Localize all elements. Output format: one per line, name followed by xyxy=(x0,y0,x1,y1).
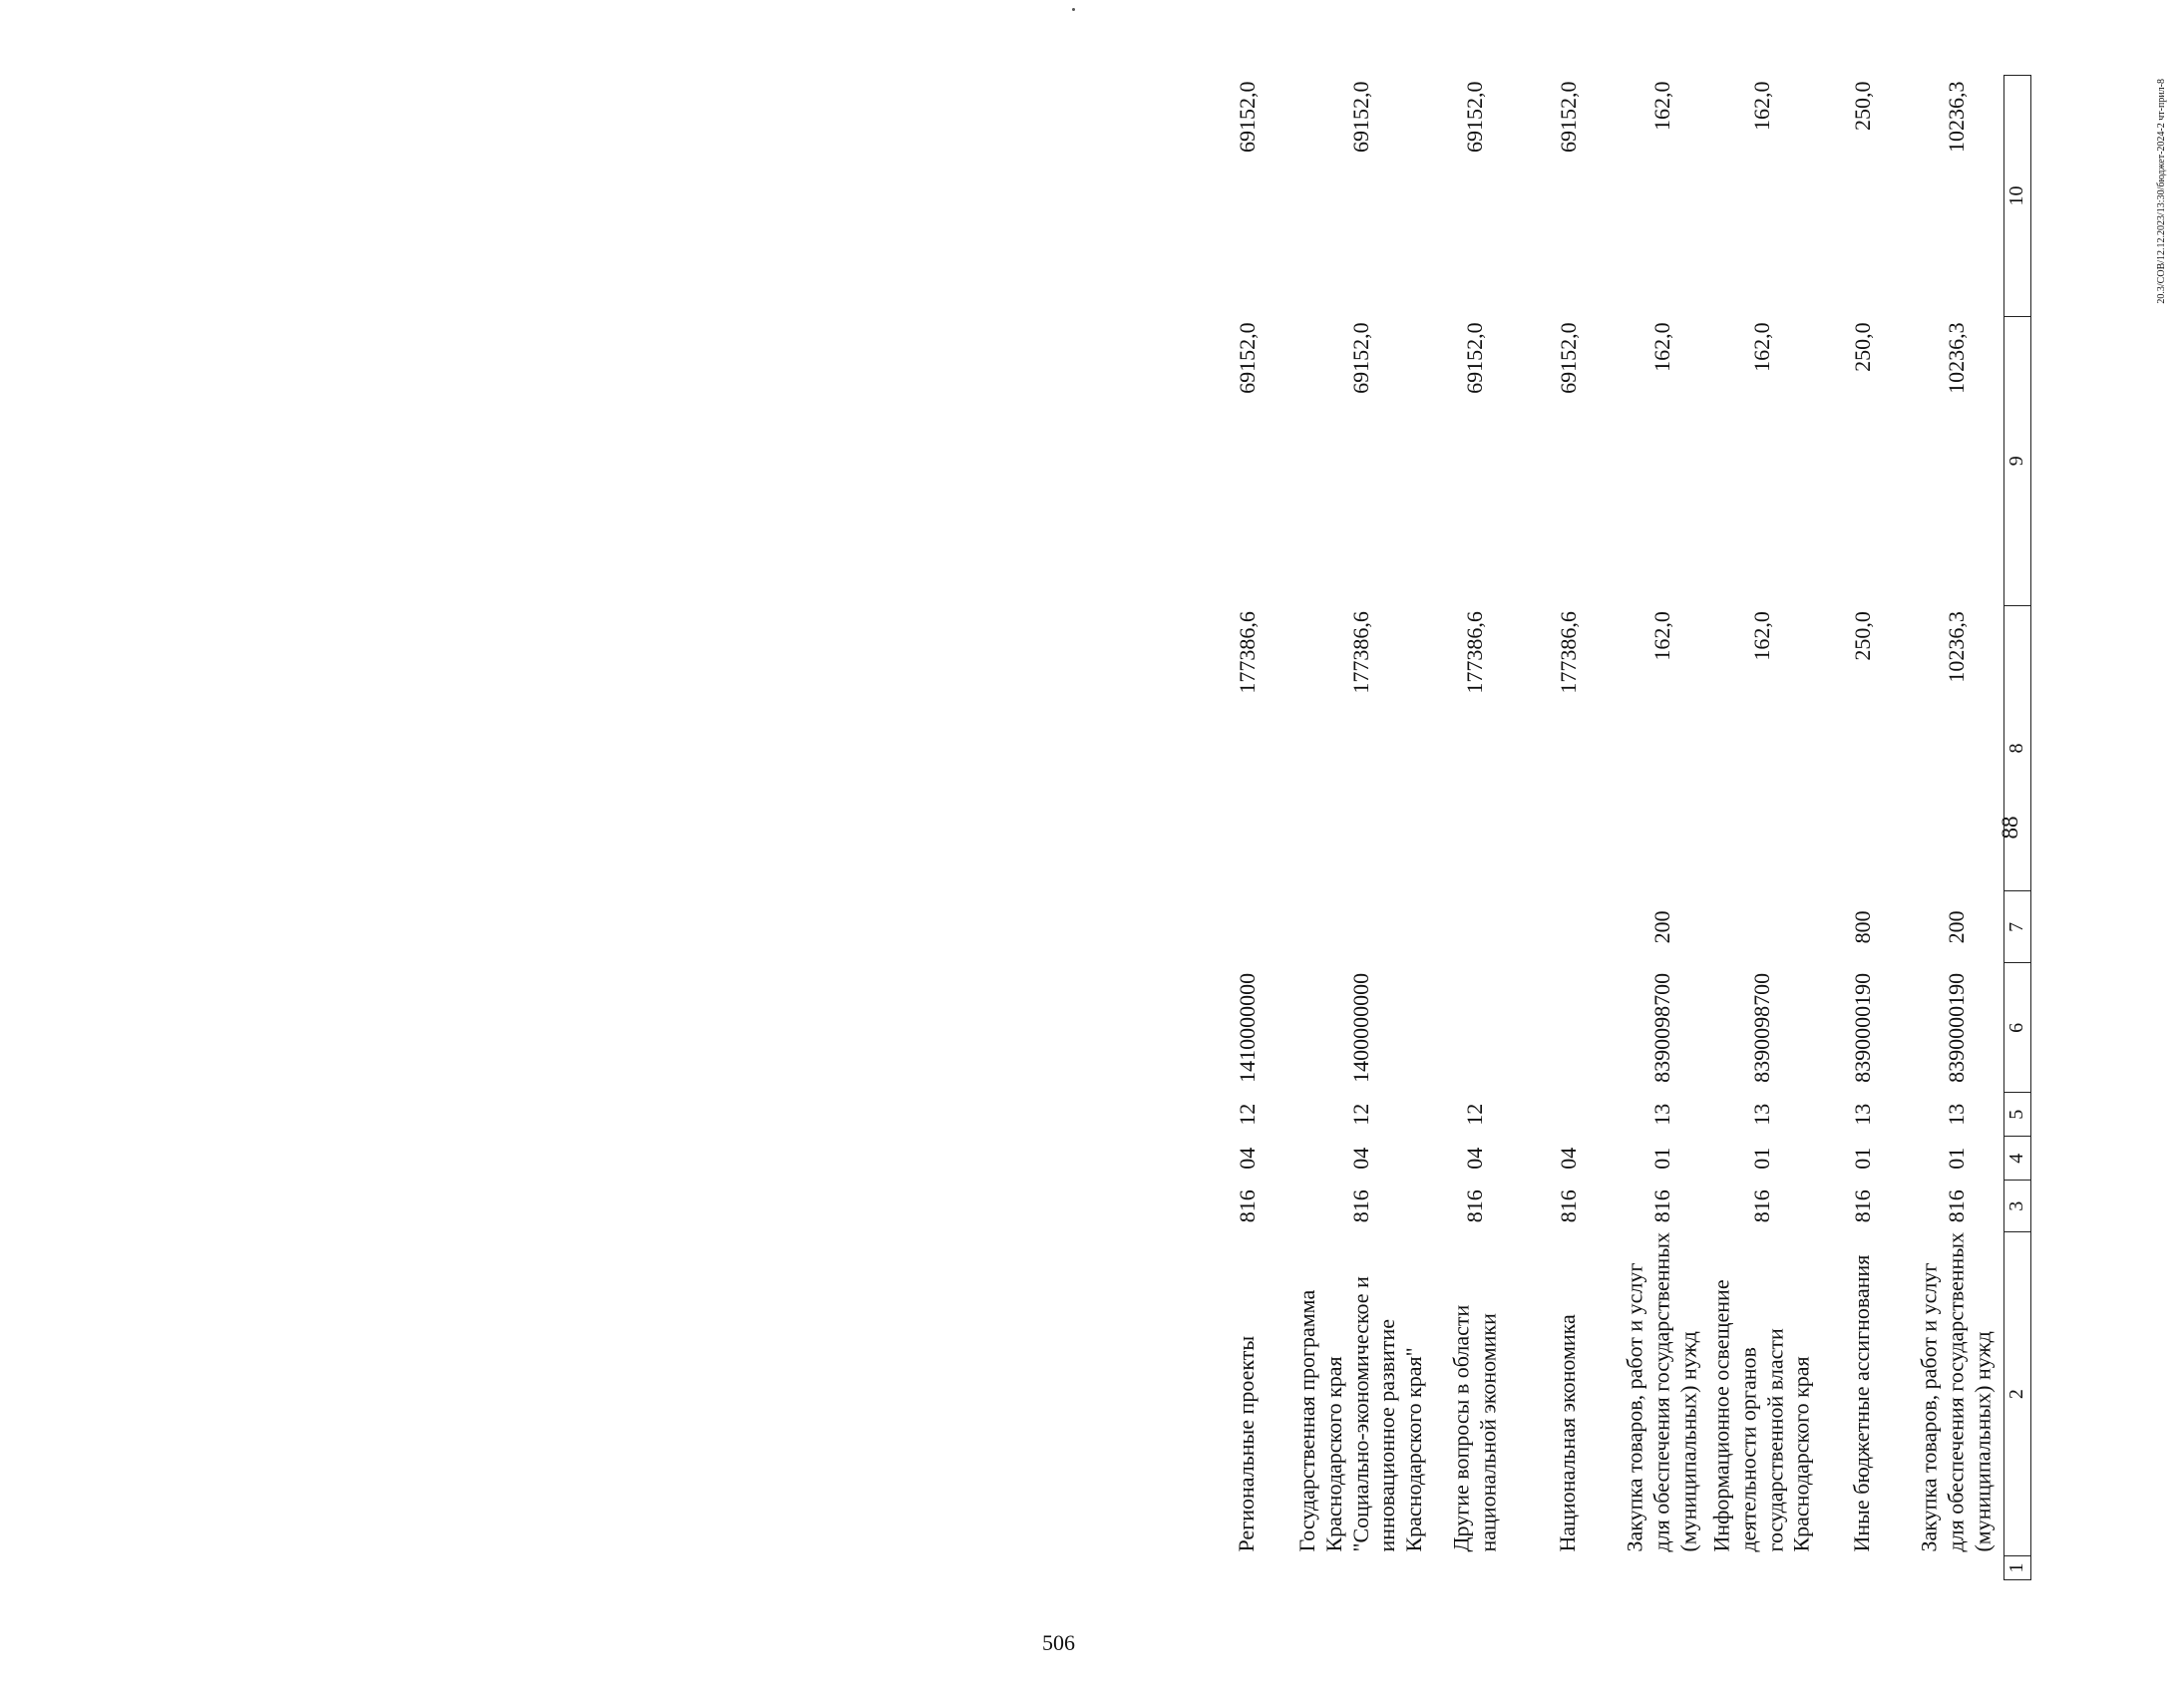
table-cell: 177386,6 xyxy=(1234,611,1260,694)
table-cell: 816 xyxy=(1749,1189,1775,1223)
row-name-cell: Региональные проекты xyxy=(1234,1335,1260,1552)
table-cell xyxy=(1428,963,1522,1093)
table-cell: 10236,3 xyxy=(1944,611,1969,683)
column-header: 5 xyxy=(2004,1093,2031,1137)
table-cell xyxy=(1709,1556,1816,1580)
table-cell: 816 xyxy=(1461,1189,1487,1223)
table-cell: 04 xyxy=(1234,1147,1260,1170)
table-cell: 13 xyxy=(1850,1103,1875,1126)
row-name-cell: Закупка товаров, работ и услуг для обеспечения государственных (муниципальных) нужд xyxy=(1622,1231,1701,1552)
table-cell: 10236,3 xyxy=(1944,81,1969,153)
table-cell: 250,0 xyxy=(1850,611,1875,661)
table-cell: 816 xyxy=(1234,1189,1260,1223)
column-header: 8 xyxy=(2004,605,2031,891)
column-header: 10 xyxy=(2004,76,2031,317)
table-cell: 13 xyxy=(1648,1103,1674,1126)
column-header: 6 xyxy=(2004,963,2031,1093)
column-header: 3 xyxy=(2004,1181,2031,1232)
table-cell: 8390000190 xyxy=(1850,972,1875,1083)
table-cell xyxy=(1522,1093,1616,1137)
table-cell: 04 xyxy=(1461,1147,1487,1170)
table-cell: 800 xyxy=(1850,910,1875,944)
table-cell: 816 xyxy=(1944,1189,1969,1223)
table-cell: 816 xyxy=(1850,1189,1875,1223)
table-cell xyxy=(1616,1556,1709,1580)
table-row xyxy=(1294,76,1428,1580)
table-cell xyxy=(1294,891,1428,963)
table-cell: 8390098700 xyxy=(1749,972,1775,1083)
column-header: 9 xyxy=(2004,316,2031,605)
table-cell xyxy=(1522,1556,1616,1580)
table-cell: 69152,0 xyxy=(1347,81,1373,153)
table-row xyxy=(1522,76,1616,1580)
table-cell: 13 xyxy=(1944,1103,1969,1126)
row-name-cell: Национальная экономика xyxy=(1555,1314,1581,1552)
table-cell: 177386,6 xyxy=(1347,611,1373,694)
table-cell xyxy=(1709,891,1816,963)
table-row xyxy=(1616,76,1709,1580)
table-cell: 01 xyxy=(1749,1147,1775,1170)
table-cell: 162,0 xyxy=(1749,81,1775,131)
table-cell: 01 xyxy=(1850,1147,1875,1170)
row-name-cell: Иные бюджетные ассигнования xyxy=(1849,1254,1875,1552)
table-cell: 69152,0 xyxy=(1347,322,1373,394)
table-cell: 162,0 xyxy=(1648,322,1674,372)
table-cell: 162,0 xyxy=(1648,611,1674,661)
table-cell: 200 xyxy=(1944,910,1969,944)
row-name-cell: Закупка товаров, работ и услуг для обеспечения государственных (муниципальных) нужд xyxy=(1916,1231,1996,1552)
table-cell: 816 xyxy=(1555,1189,1581,1223)
footer-code: 20.3/СОВ/12.12.2023/13:30/бюджет-2024-2 чт-прил-8 xyxy=(2156,79,2167,304)
table-cell xyxy=(1910,1556,2004,1580)
table-cell: 162,0 xyxy=(1648,81,1674,131)
table-cell: 177386,6 xyxy=(1555,611,1581,694)
table-cell: 8390098700 xyxy=(1648,972,1674,1083)
column-header: 2 xyxy=(2004,1232,2031,1556)
table-row xyxy=(1910,76,2004,1580)
row-name-cell: Информационное освещение деятельности органов государственной власти Краснодарского края xyxy=(1708,1279,1815,1552)
table-cell: 69152,0 xyxy=(1555,81,1581,153)
table-cell xyxy=(1522,963,1616,1093)
table-cell: 250,0 xyxy=(1850,322,1875,372)
table-cell xyxy=(1522,891,1616,963)
table-cell: 13 xyxy=(1749,1103,1775,1126)
table-cell xyxy=(1201,891,1294,963)
table-row xyxy=(1816,76,1910,1580)
table-cell: 162,0 xyxy=(1749,322,1775,372)
table-cell: 12 xyxy=(1234,1103,1260,1126)
table-row xyxy=(1428,76,1522,1580)
table-cell xyxy=(1294,1556,1428,1580)
table-row xyxy=(1201,76,1294,1580)
table-cell: 01 xyxy=(1944,1147,1969,1170)
table-cell: 12 xyxy=(1347,1103,1373,1126)
table-cell: 69152,0 xyxy=(1555,322,1581,394)
table-cell xyxy=(1816,1556,1910,1580)
table-cell: 162,0 xyxy=(1749,611,1775,661)
table-row xyxy=(1709,76,1816,1580)
table-cell: 69152,0 xyxy=(1234,322,1260,394)
table-cell: 01 xyxy=(1648,1147,1674,1170)
table-cell: 69152,0 xyxy=(1461,322,1487,394)
scan-dot xyxy=(1072,8,1075,11)
budget-table xyxy=(1201,75,2031,1580)
table-cell: 69152,0 xyxy=(1234,81,1260,153)
table-cell xyxy=(1428,1556,1522,1580)
table-cell: 69152,0 xyxy=(1461,81,1487,153)
table-cell: 10236,3 xyxy=(1944,322,1969,394)
table-cell: 04 xyxy=(1555,1147,1581,1170)
table-cell: 04 xyxy=(1347,1147,1373,1170)
row-name-cell: Государственная программа Краснодарского края "Социально-экономическое и инновационное развитие Краснодарского края" xyxy=(1293,1276,1426,1552)
table-cell xyxy=(1428,891,1522,963)
rotated-page xyxy=(1157,75,2184,1580)
table-cell: 200 xyxy=(1648,910,1674,944)
column-header: 4 xyxy=(2004,1137,2031,1181)
corner-page-number: 506 xyxy=(1042,1630,1075,1655)
row-name-cell: Другие вопросы в области национальной экономики xyxy=(1447,1304,1500,1552)
table-cell: 816 xyxy=(1347,1189,1373,1223)
table-cell: 816 xyxy=(1648,1189,1674,1223)
column-header: 1 xyxy=(2004,1556,2031,1580)
table-header-row xyxy=(2004,76,2031,1580)
table-cell: 12 xyxy=(1461,1103,1487,1126)
table-cell: 250,0 xyxy=(1850,81,1875,131)
table-cell xyxy=(1201,1556,1294,1580)
table-cell: 1410000000 xyxy=(1234,972,1260,1083)
table-cell: 177386,6 xyxy=(1461,611,1487,694)
table-cell: 8390000190 xyxy=(1944,972,1969,1083)
table-cell: 1400000000 xyxy=(1347,972,1373,1083)
page-number: 88 xyxy=(1998,816,2022,840)
column-header: 7 xyxy=(2004,891,2031,963)
